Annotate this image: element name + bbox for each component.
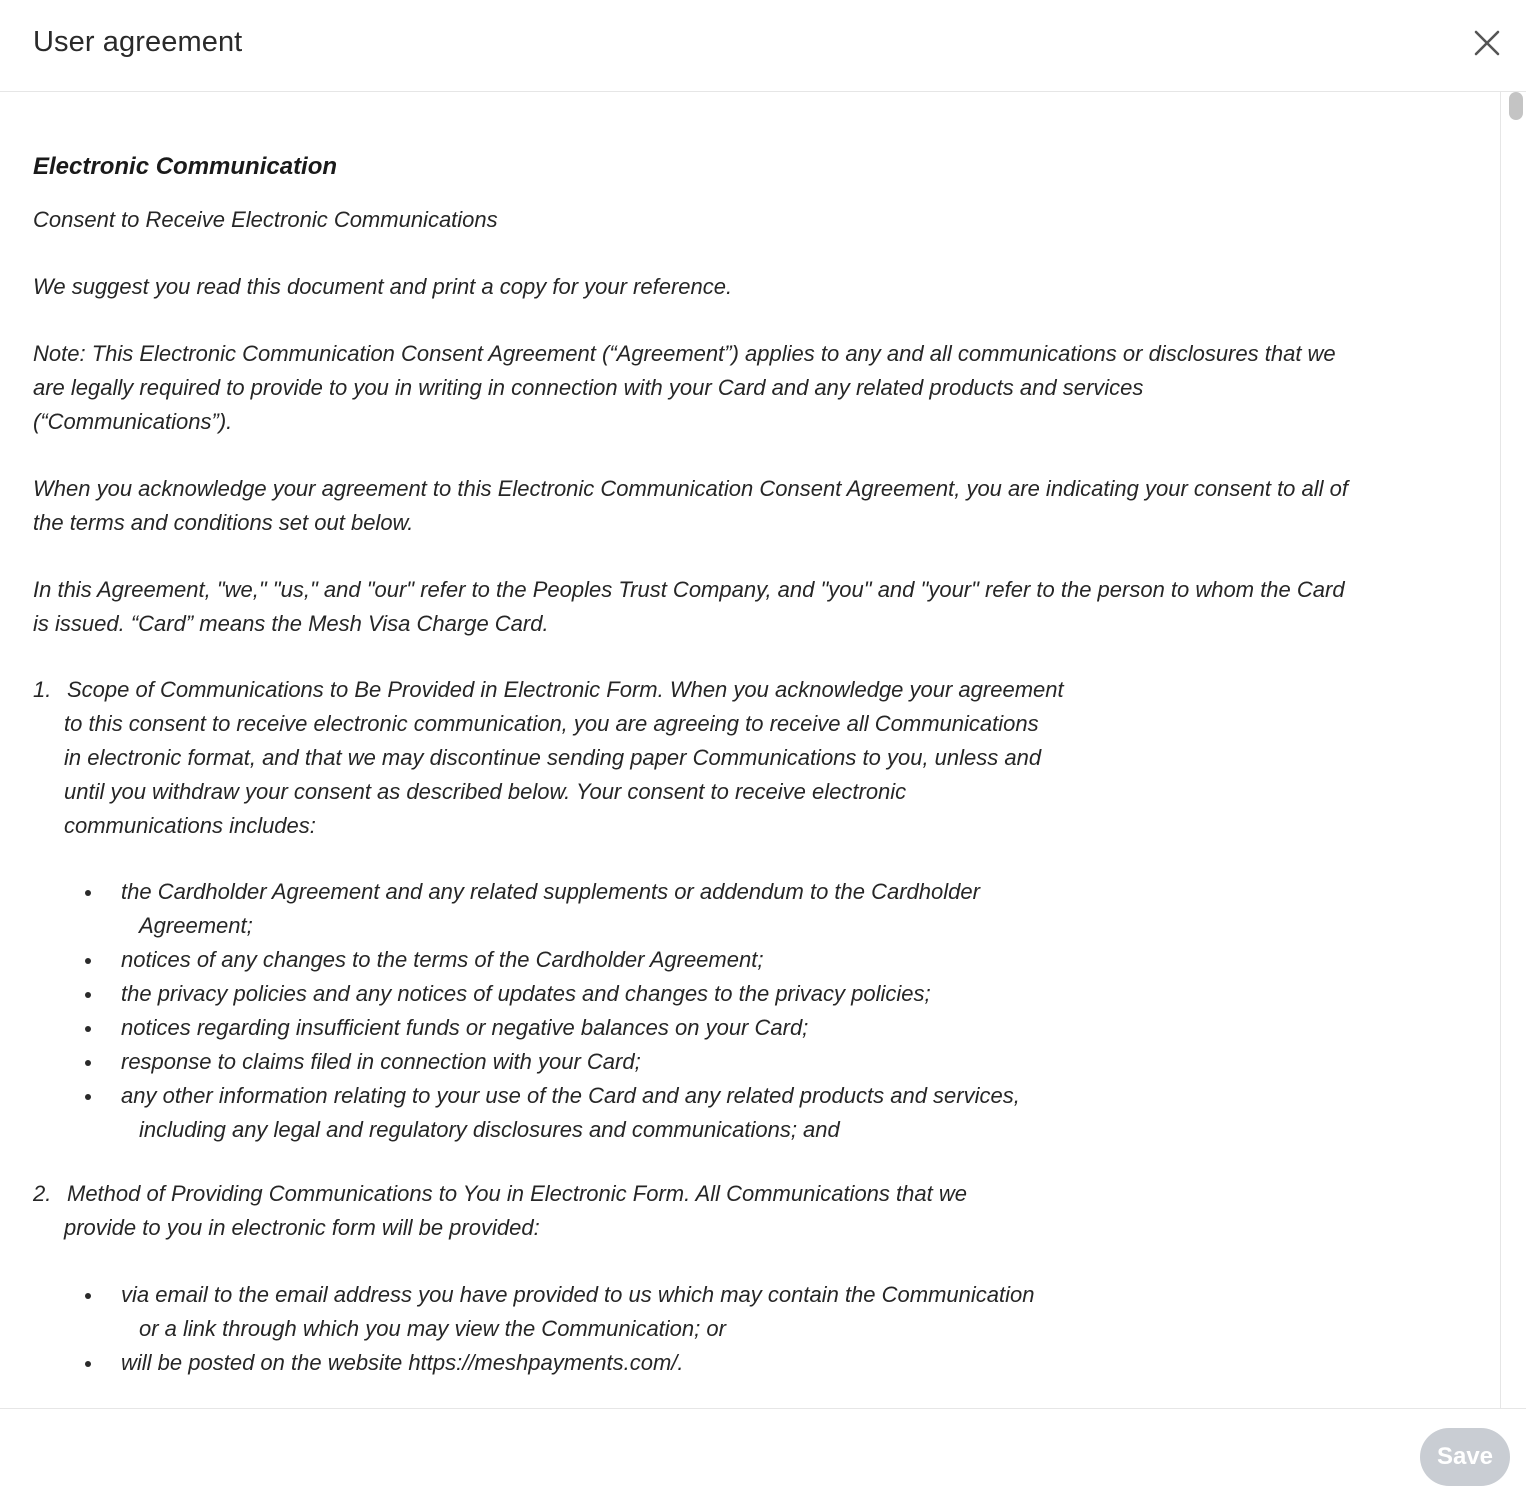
- list-item: notices of any changes to the terms of the Cardholder Agreement;: [85, 943, 1125, 977]
- paragraph-note: [33, 337, 1473, 439]
- close-icon: [1474, 30, 1500, 56]
- paragraph-line: are legally required to provide to you in writing in connection with your Card and any related products and services: [33, 375, 1144, 400]
- paragraph-acknowledge: [33, 472, 1473, 540]
- dialog-header: [0, 0, 1526, 92]
- subtitle: Consent to Receive Electronic Communications: [33, 207, 498, 232]
- bullet-icon: [85, 992, 91, 998]
- paragraph-line: When you acknowledge your agreement to this Electronic Communication Consent Agreement, you are indicating your consent to all of: [33, 476, 1349, 501]
- bullet-icon: [85, 958, 91, 964]
- bullet-icon: [85, 890, 91, 896]
- bullet-icon: [85, 1361, 91, 1367]
- scrollbar-thumb[interactable]: [1509, 92, 1523, 120]
- paragraph-line: is issued. “Card” means the Mesh Visa Charge Card.: [33, 611, 549, 636]
- close-button[interactable]: [1468, 24, 1506, 62]
- list-item: response to claims filed in connection with your Card;: [85, 1045, 1125, 1079]
- item-text: provide to you in electronic form will be provided:: [64, 1215, 540, 1240]
- save-button[interactable]: Save: [1420, 1428, 1510, 1486]
- bullet-icon: [85, 1026, 91, 1032]
- paragraph-line: (“Communications”).: [33, 409, 233, 434]
- paragraph-line: In this Agreement, "we," "us," and "our" refer to the Peoples Trust Company, and "you" and "your" refer to the person to whom the Card: [33, 577, 1345, 602]
- paragraph-line: the terms and conditions set out below.: [33, 510, 414, 535]
- list-item: will be posted on the website https://meshpayments.com/.: [85, 1346, 1125, 1380]
- list-item: any other information relating to your use of the Card and any related products and services, including any legal and regulatory disclosures and communications; and: [85, 1079, 1125, 1147]
- list-item: notices regarding insufficient funds or negative balances on your Card;: [85, 1011, 1125, 1045]
- method-bullet-list: [85, 1278, 1125, 1380]
- bullet-icon: [85, 1094, 91, 1100]
- list-item-scope: [33, 673, 1153, 843]
- dialog-footer: [0, 1408, 1526, 1498]
- item-text: to this consent to receive electronic communication, you are agreeing to receive all Communications: [64, 711, 1039, 736]
- agreement-content[interactable]: [0, 92, 1500, 1408]
- item-text: Method of Providing Communications to You in Electronic Form. All Communications that we: [67, 1181, 967, 1206]
- paragraph-line: Note: This Electronic Communication Consent Agreement (“Agreement”) applies to any and all communications or disclosures that we: [33, 341, 1336, 366]
- item-text: in electronic format, and that we may discontinue sending paper Communications to you, unless and: [64, 745, 1042, 770]
- scope-bullet-list: [85, 875, 1125, 1147]
- list-item: the privacy policies and any notices of updates and changes to the privacy policies;: [85, 977, 1125, 1011]
- bullet-icon: [85, 1293, 91, 1299]
- paragraph-definitions: [33, 573, 1473, 641]
- list-item-method: [33, 1177, 1153, 1245]
- list-item: via email to the email address you have provided to us which may contain the Communication or a link through which you may view the Communication; or: [85, 1278, 1125, 1346]
- item-text: communications includes:: [64, 813, 316, 838]
- paragraph-suggest: We suggest you read this document and print a copy for your reference.: [33, 274, 733, 299]
- bullet-icon: [85, 1060, 91, 1066]
- list-item: the Cardholder Agreement and any related supplements or addendum to the Cardholder Agreement;: [85, 875, 1125, 943]
- item-number: 1.: [33, 677, 52, 702]
- item-text: until you withdraw your consent as described below. Your consent to receive electronic: [64, 779, 907, 804]
- dialog-title: User agreement: [33, 26, 243, 58]
- item-number: 2.: [33, 1181, 52, 1206]
- section-heading: Electronic Communication: [33, 153, 338, 180]
- item-text: Scope of Communications to Be Provided in Electronic Form. When you acknowledge your agreement: [67, 677, 1064, 702]
- scrollbar[interactable]: [1500, 92, 1526, 1408]
